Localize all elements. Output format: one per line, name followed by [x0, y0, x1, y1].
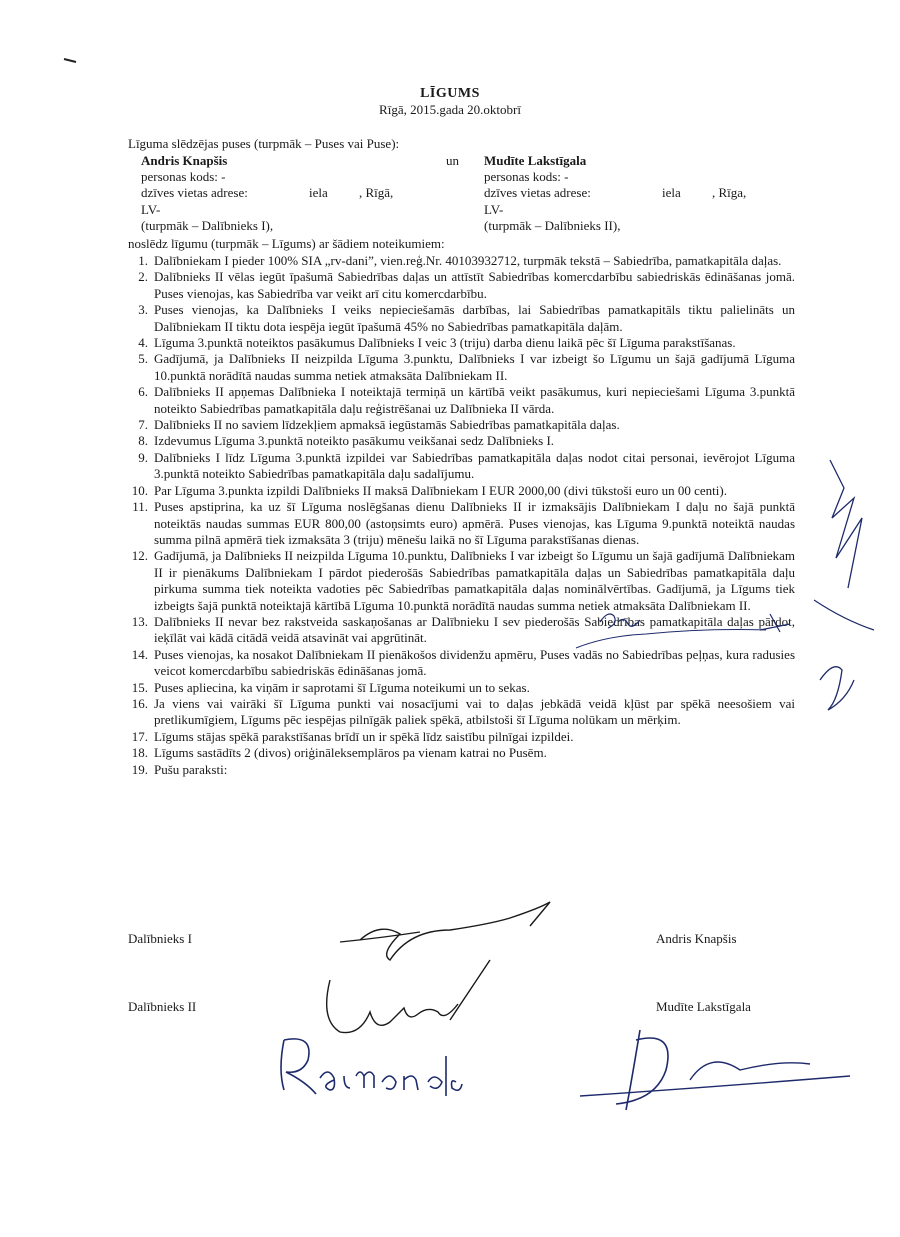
agreement-intro: noslēdz līgumu (turpmāk – Līgums) ar šādiem noteikumiem:: [128, 236, 445, 251]
party-1-city: , Rīgā,: [359, 185, 394, 201]
term-number: 15.: [131, 679, 148, 695]
term-text: Līgums stājas spēkā parakstīšanas brīdī un ir spēkā līdz saistību pilnīgai izpildei.: [154, 728, 574, 744]
party-1-personal-code: personas kods: -: [141, 169, 226, 185]
term-number: 14.: [131, 646, 148, 662]
term-text: Puses vienojas, ka Dalībnieks I veiks nepieciešamās darbības, lai Sabiedrības pamatkapitāls tiktu palielināts un Dalībniekam II tiktu dota iespēja iegūt īpašumā 45% no Sabiedrības pamatkapitāla daļām.: [154, 302, 795, 334]
term-item: [128, 302, 795, 335]
term-text: Gadījumā, ja Dalībnieks II neizpilda Līguma 10.punktu, Dalībnieks I var izbeigt šo Līgumu un šajā gadījumā Dalībniekam II ir pienākums Dalībniekam I pārdot piederošās Sabiedrības pamatkapitāla daļas un Sabiedrības pamatkapitāla daļu pirkuma summa tiek noteikta vadoties pēc Sabiedrības pamatkapitāla daļas nominālvērtības. Gadījumā, ja Līgums tiek izbeigts šajā punktā noteiktajā kārtībā Līguma 10.punktā norādītā naudas summa netiek atmaksāta Dalībniekam II.: [154, 548, 795, 613]
document-title: LĪGUMS: [420, 86, 480, 101]
party-2-personal-code: personas kods: -: [484, 169, 569, 185]
term-number: 12.: [131, 548, 148, 564]
term-number: 3.: [138, 302, 148, 318]
party-1-postal: LV-: [141, 201, 161, 217]
term-number: 10.: [131, 482, 148, 498]
party-1-address: [141, 185, 441, 201]
term-text: Puses apliecina, ka viņām ir saprotami šī Līguma noteikumi un to sekas.: [154, 679, 530, 695]
terms-list: [128, 253, 795, 778]
term-number: 17.: [131, 728, 148, 744]
term-item: [128, 335, 795, 351]
term-item: [128, 269, 795, 302]
term-text: Dalībniekam I pieder 100% SIA „rv-dani”, vien.reģ.Nr. 40103932712, turpmāk tekstā – Sabiedrība, pamatkapitāla daļas.: [154, 253, 782, 268]
parties-intro: Līguma slēdzējas puses (turpmāk – Puses vai Puse):: [128, 136, 400, 151]
party-2-street: iela: [662, 185, 681, 201]
party-2-postal: LV-: [484, 201, 504, 217]
party-1-street: iela: [309, 185, 328, 201]
party-1-name: Andris Knapšis: [141, 153, 228, 168]
term-item: [128, 351, 795, 384]
term-item: [128, 450, 795, 483]
term-item: [128, 745, 795, 761]
term-text: Izdevumus Līguma 3.punktā noteikto pasākumu veikšanai sedz Dalībnieks I.: [154, 433, 555, 449]
term-item: [128, 762, 795, 778]
term-item: [128, 483, 795, 499]
party-2-block: [484, 153, 784, 234]
party-2-address: [484, 185, 784, 201]
scan-speck-mark: [62, 56, 82, 66]
term-text: Dalībnieks I līdz Līguma 3.punktā izpildei var Sabiedrības pamatkapitāla daļas nodot citai personai, ievērojot Līguma 3.punktā noteikto Sabiedrības pamatkapitāla daļu sadalījumu.: [154, 449, 795, 482]
handwritten-margin-note: [560, 600, 800, 660]
term-number: 7.: [138, 417, 148, 433]
term-text: Par Līguma 3.punkta izpildi Dalībnieks II maksā Dalībniekam I EUR 2000,00 (divi tūkstoši euro un 00 centi).: [154, 482, 727, 498]
parties-connector: un: [446, 153, 459, 168]
term-number: 18.: [131, 745, 148, 761]
party-1-block: [141, 153, 441, 234]
term-item: [128, 433, 795, 449]
margin-initials-signature: [810, 450, 880, 740]
term-number: 16.: [131, 695, 148, 711]
party-2-alias: (turpmāk – Dalībnieks II),: [484, 217, 621, 233]
term-text: Dalībnieks II no saviem līdzekļiem apmaksā iegūstamās Sabiedrības pamatkapitāla daļas.: [154, 417, 620, 433]
signatory-name-party-2: Mudīte Lakstīgala: [656, 999, 751, 1014]
term-item: [128, 680, 795, 696]
term-text: Gadījumā, ja Dalībnieks II neizpilda Līguma 3.punktu, Dalībnieks I var izbeigt šo Līgumu un šajā gadījumā Līguma 10.punktā norādītā naudas summa netiek atmaksāta Dalībniekam II.: [154, 351, 795, 383]
term-number: 6.: [138, 384, 148, 400]
place-date: Rīgā, 2015.gada 20.oktobrī: [379, 102, 521, 117]
term-text: Dalībnieks II nevar bez rakstveida saskaņošanas ar Dalībnieku I sev piederošās Sabiedrības pamatkapitāla daļas pārdot, ieķīlāt vai kādā citādā veidā atsavināt vai apgrūtināt.: [154, 613, 795, 646]
term-number: 5.: [138, 351, 148, 367]
signature-party-2-right: [580, 1020, 880, 1120]
signature-label-party-2: Dalībnieks II: [128, 999, 197, 1014]
term-text: Līguma 3.punktā noteiktos pasākumus Dalībnieks I veic 3 (triju) darba dienu laikā pēc šī Līguma parakstīšanas.: [154, 335, 736, 351]
term-number: 2.: [138, 269, 148, 285]
party-1-alias: (turpmāk – Dalībnieks I),: [141, 217, 274, 233]
term-number: 4.: [138, 335, 148, 351]
term-text: Līgums sastādīts 2 (divos) oriģināleksemplāros pa vienam katrai no Pusēm.: [154, 745, 547, 761]
term-item: [128, 729, 795, 745]
term-item: [128, 499, 795, 548]
term-text: Puses vienojas, ka nosakot Dalībniekam II pienākošos dividenžu apmēru, Puses vadās no Sabiedrības peļņas, kura radusies veicot komercdarbību sabiedriskās ēdināšanas jomā.: [154, 646, 795, 679]
term-text: Puses apstiprina, ka uz šī Līguma noslēgšanas dienu Dalībnieks II ir izmaksājis Dalībniekam I daļu no šajā punktā noteiktās naudas summas EUR 800,00 (astoņsimts euro) apmērā. Puses vienojas, kas Līguma 9.punktā noteiktā naudas summa pilnā apmērā tiek izmaksāta 3 (triju) mēnešu laikā no šī Līguma parakstīšanas dienas.: [154, 499, 795, 547]
party-1-address-label: dzīves vietas adrese:: [141, 185, 248, 201]
term-item: [128, 253, 795, 269]
party-2-address-label: dzīves vietas adrese:: [484, 185, 591, 201]
party-2-name: Mudīte Lakstīgala: [484, 153, 587, 168]
term-text: Dalībnieks II vēlas iegūt īpašumā Sabiedrības daļas un attīstīt Sabiedrības komercdarbību sabiedriskās ēdināšanas jomā. Puses vienojas, kas Sabiedrība var veikt arī citu komercdarbību.: [154, 269, 795, 301]
term-item: [128, 384, 795, 417]
term-text: Ja viens vai vairāki šī Līguma punkti vai nosacījumi vai to daļas jebkādā veidā kļūst par spēkā neesošiem vai pretlikumīgiem, Līgums pēc iespējas pilnīgāk paliek spēkā, atbilstoši šī Līguma nolūkam un mērķim.: [154, 695, 795, 728]
term-text: Pušu paraksti:: [154, 761, 228, 777]
handwritten-name-raimonds: [270, 1030, 470, 1100]
signature-label-party-1: Dalībnieks I: [128, 931, 192, 946]
signatory-name-party-1: Andris Knapšis: [656, 931, 737, 946]
term-number: 1.: [138, 253, 148, 268]
term-number: 13.: [131, 613, 148, 629]
party-2-city: , Rīga,: [712, 185, 747, 201]
term-number: 9.: [138, 449, 148, 465]
term-text: Dalībnieks II apņemas Dalībnieka I noteiktajā termiņā un kārtībā veikt pasākumus, kuri nepieciešami Līguma 3.punktā noteikto Sabiedrības pamatkapitāla daļu reģistrēšanai uz Dalībnieka II vārda.: [154, 384, 795, 416]
term-number: 11.: [132, 499, 148, 515]
term-item: [128, 696, 795, 729]
term-number: 19.: [131, 761, 148, 777]
term-number: 8.: [138, 433, 148, 449]
term-item: [128, 417, 795, 433]
